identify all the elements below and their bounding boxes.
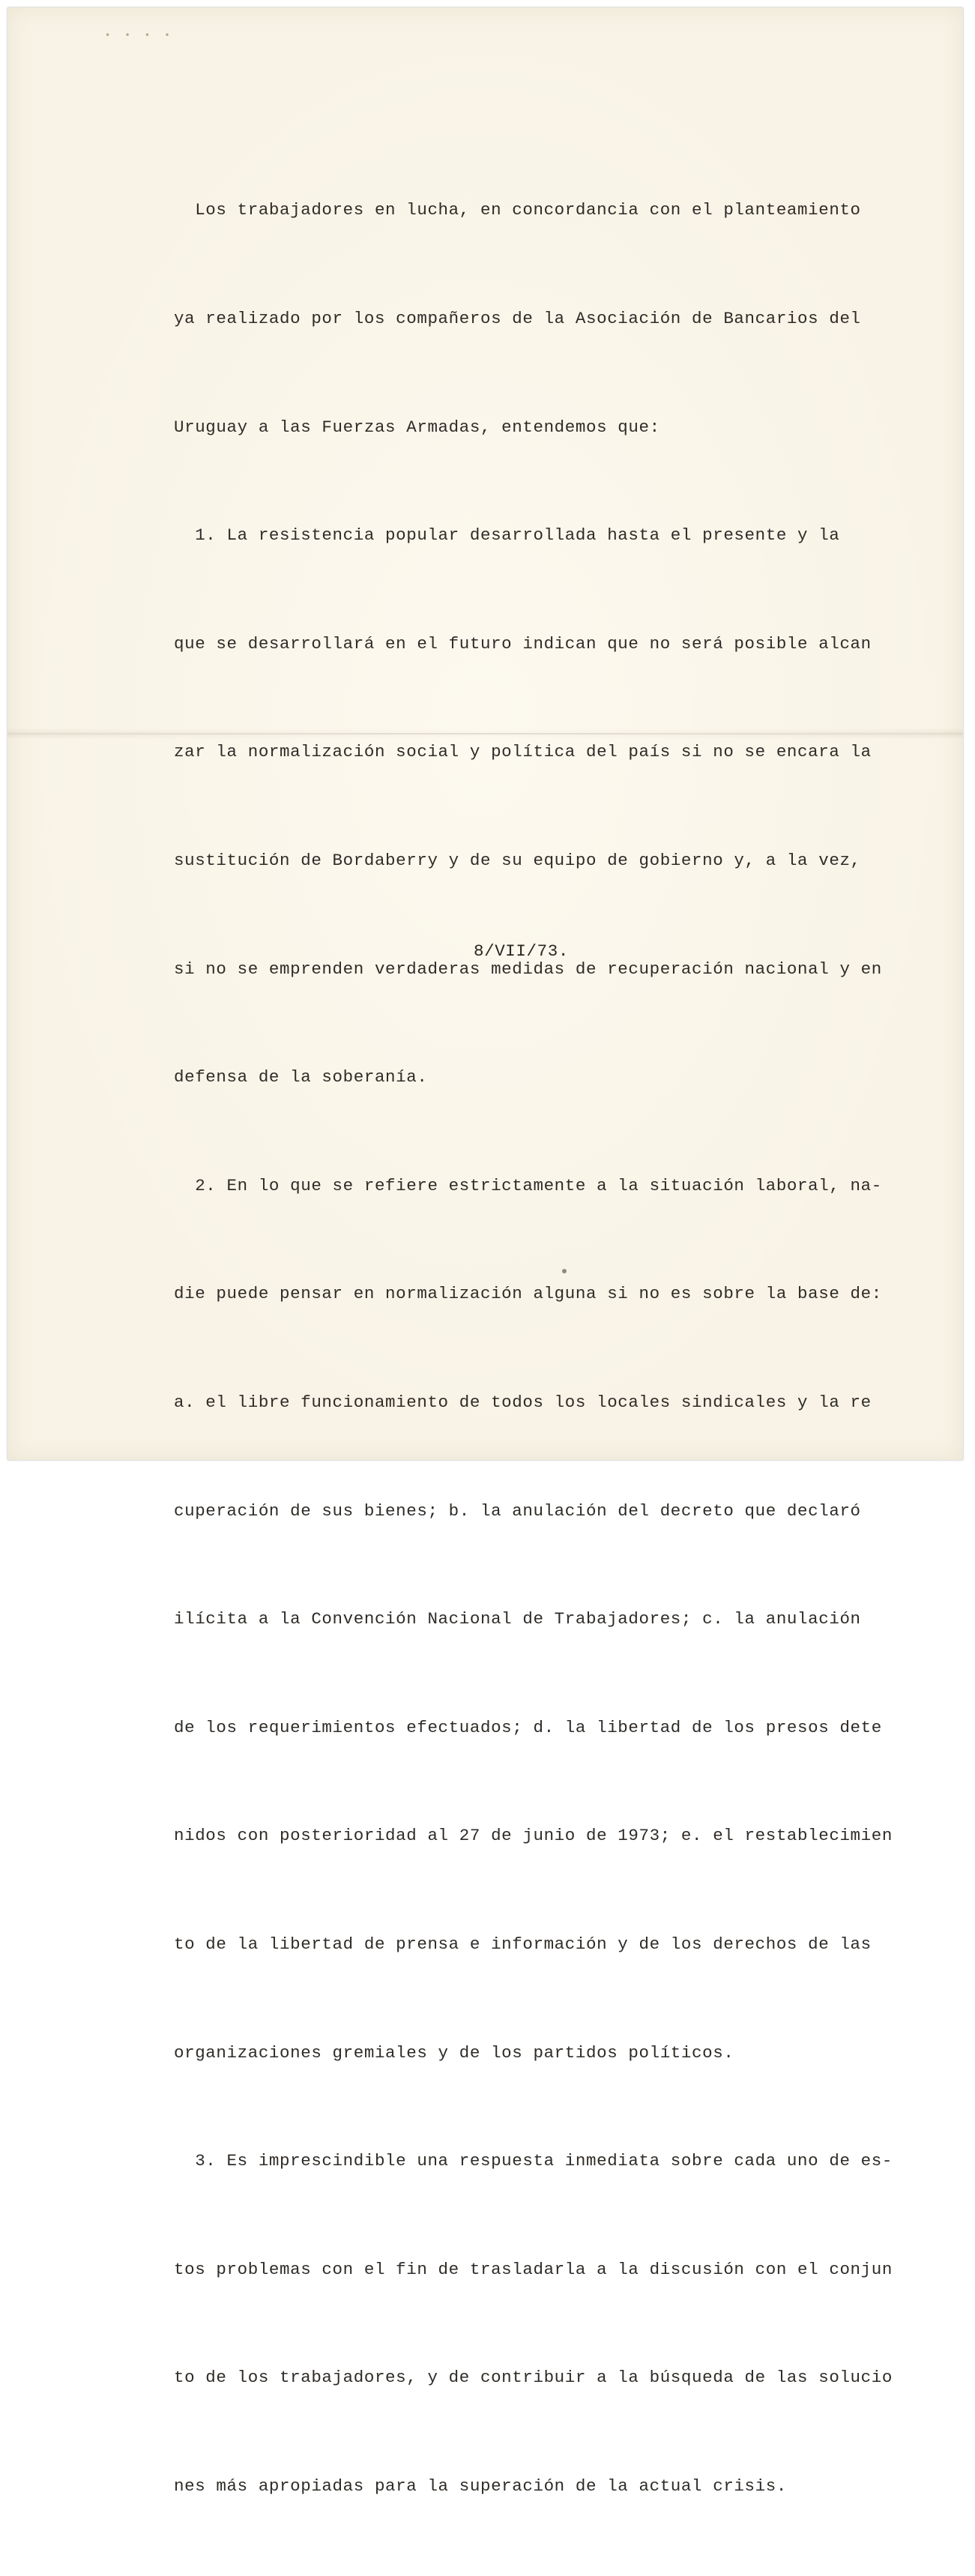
text-line: 2. En lo que se refiere estrictamente a la situación laboral, na- (174, 1175, 882, 1195)
text-line: zar la normalización social y política del país si no se encara la (174, 742, 872, 762)
text-line: organizaciones gremiales y de los partidos políticos. (174, 2042, 734, 2063)
text-line: nidos con posterioridad al 27 de junio de 1973; e. el restablecimien (174, 1826, 893, 1846)
text-line: ilícita a la Convención Nacional de Trabajadores; c. la anulación (174, 1609, 861, 1629)
text-line: 3. Es imprescindible una respuesta inmediata sobre cada uno de es- (174, 2151, 893, 2171)
text-line: si no se emprenden verdaderas medidas de recuperación nacional y en (174, 959, 882, 979)
ink-speck (562, 1269, 567, 1273)
text-line: que se desarrollará en el futuro indican que no será posible alcan (174, 633, 872, 654)
punch-marks: • • • • (105, 30, 175, 40)
text-line: Los trabajadores en lucha, en concordancia con el planteamiento (174, 200, 861, 220)
typewritten-page (7, 7, 963, 2496)
text-line: to de los trabajadores, y de contribuir a la búsqueda de las solucio (174, 2368, 893, 2388)
text-line: defensa de la soberanía. (174, 1067, 428, 1088)
text-line: sustitución de Bordaberry y de su equipo de gobierno y, a la vez, (174, 850, 861, 870)
text-line: to de la libertad de prensa e información y de los derechos de las (174, 1934, 872, 1954)
text-line: de los requerimientos efectuados; d. la libertad de los presos dete (174, 1717, 882, 1737)
text-line: die puede pensar en normalización alguna si no es sobre la base de: (174, 1284, 882, 1304)
text-line: a. el libre funcionamiento de todos los locales sindicales y la re (174, 1392, 872, 1412)
document-date: 8/VII/73. (474, 941, 569, 961)
document-body (174, 120, 916, 2576)
text-line: 1. La resistencia popular desarrollada hasta el presente y la (174, 525, 840, 546)
text-line: tos problemas con el fin de trasladarla a la discusión con el conjun (174, 2259, 893, 2279)
text-line: Uruguay a las Fuerzas Armadas, entendemos que: (174, 417, 660, 437)
text-line: nes más apropiadas para la superación de la actual crisis. (174, 2476, 787, 2496)
text-line: ya realizado por los compañeros de la Asociación de Bancarios del (174, 309, 861, 328)
text-line: cuperación de sus bienes; b. la anulación del decreto que declaró (174, 1500, 861, 1521)
